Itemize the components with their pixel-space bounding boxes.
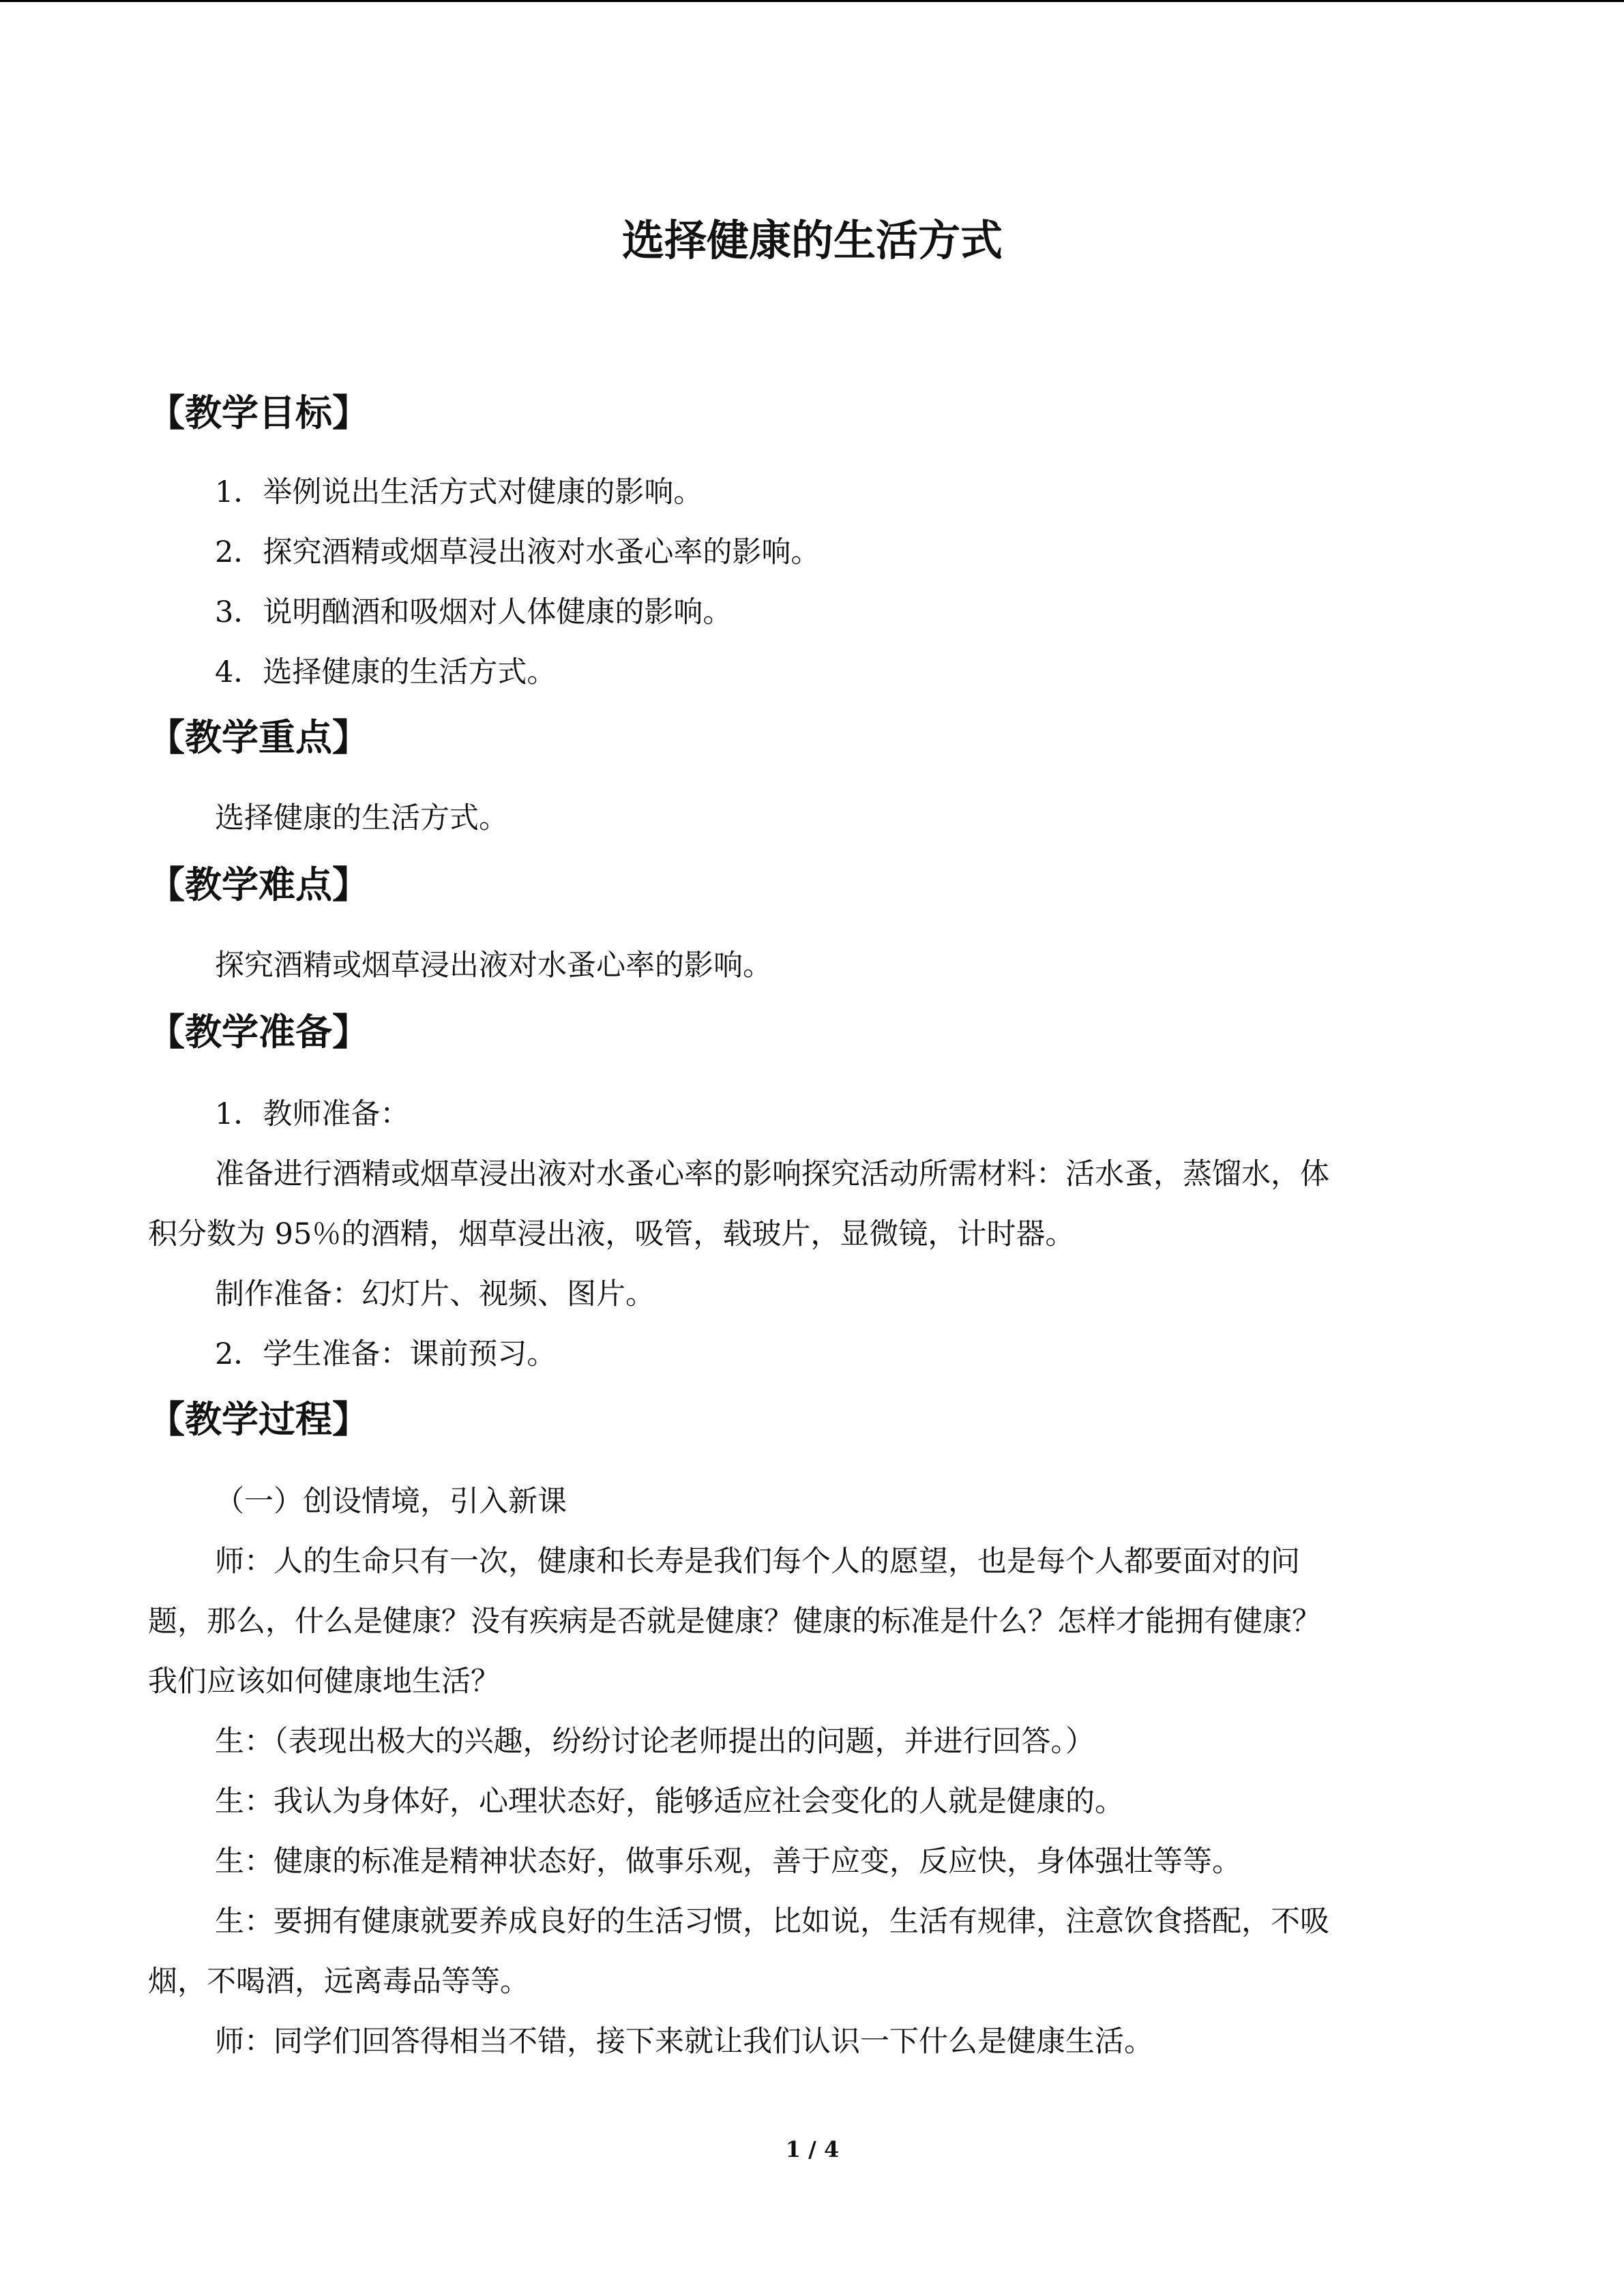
process-step-1: （一）创设情境，引入新课 xyxy=(215,1485,567,1519)
teacher-remark-1-line-3: 我们应该如何健康地生活？ xyxy=(148,1665,500,1699)
teacher-remark-2: 师：同学们回答得相当不错，接下来就让我们认识一下什么是健康生活。 xyxy=(215,2025,1153,2059)
page-number: 1 / 4 xyxy=(785,2136,840,2162)
key-points-text: 选择健康的生活方式。 xyxy=(215,801,508,835)
objective-item-2: 2．探究酒精或烟草浸出液对水蚤心率的影响。 xyxy=(215,535,821,569)
student-response-2: 生：我认为身体好，心理状态好，能够适应社会变化的人就是健康的。 xyxy=(215,1785,1124,1819)
objective-item-4: 4．选择健康的生活方式。 xyxy=(215,655,557,689)
heading-preparation: 【教学准备】 xyxy=(148,1011,369,1054)
heading-objectives: 【教学目标】 xyxy=(148,391,369,434)
materials-line-1: 准备进行酒精或烟草浸出液对水蚤心率的影响探究活动所需材料：活水蚤，蒸馏水，体 xyxy=(215,1157,1329,1191)
student-response-4-line-1: 生：要拥有健康就要养成良好的生活习惯，比如说，生活有规律，注意饮食搭配，不吸 xyxy=(215,1905,1329,1939)
document-page xyxy=(148,0,1477,2296)
student-response-1: 生：（表现出极大的兴趣，纷纷讨论老师提出的问题，并进行回答。） xyxy=(215,1725,1095,1759)
media-preparation: 制作准备：幻灯片、视频、图片。 xyxy=(215,1277,655,1311)
student-response-3: 生：健康的标准是精神状态好，做事乐观，善于应变，反应快，身体强壮等等。 xyxy=(215,1845,1241,1879)
difficulties-text: 探究酒精或烟草浸出液对水蚤心率的影响。 xyxy=(215,949,772,983)
teacher-remark-1-line-1: 师：人的生命只有一次，健康和长寿是我们每个人的愿望，也是每个人都要面对的问 xyxy=(215,1545,1300,1579)
heading-difficulties: 【教学难点】 xyxy=(148,863,369,906)
document-title: 选择健康的生活方式 xyxy=(621,215,1003,265)
objective-item-3: 3．说明酗酒和吸烟对人体健康的影响。 xyxy=(215,595,733,629)
student-preparation: 2．学生准备：课前预习。 xyxy=(215,1337,557,1371)
heading-process: 【教学过程】 xyxy=(148,1398,369,1441)
teacher-preparation-label: 1．教师准备： xyxy=(215,1097,410,1131)
heading-key-points: 【教学重点】 xyxy=(148,716,369,759)
materials-line-2: 积分数为 95％的酒精，烟草浸出液，吸管，载玻片，显微镜，计时器。 xyxy=(148,1217,1075,1251)
student-response-4-line-2: 烟，不喝酒，远离毒品等等。 xyxy=(148,1965,529,1999)
teacher-remark-1-line-2: 题，那么，什么是健康？没有疾病是否就是健康？健康的标准是什么？怎样才能拥有健康？ xyxy=(148,1605,1321,1639)
objective-item-1: 1．举例说出生活方式对健康的影响。 xyxy=(215,475,703,509)
